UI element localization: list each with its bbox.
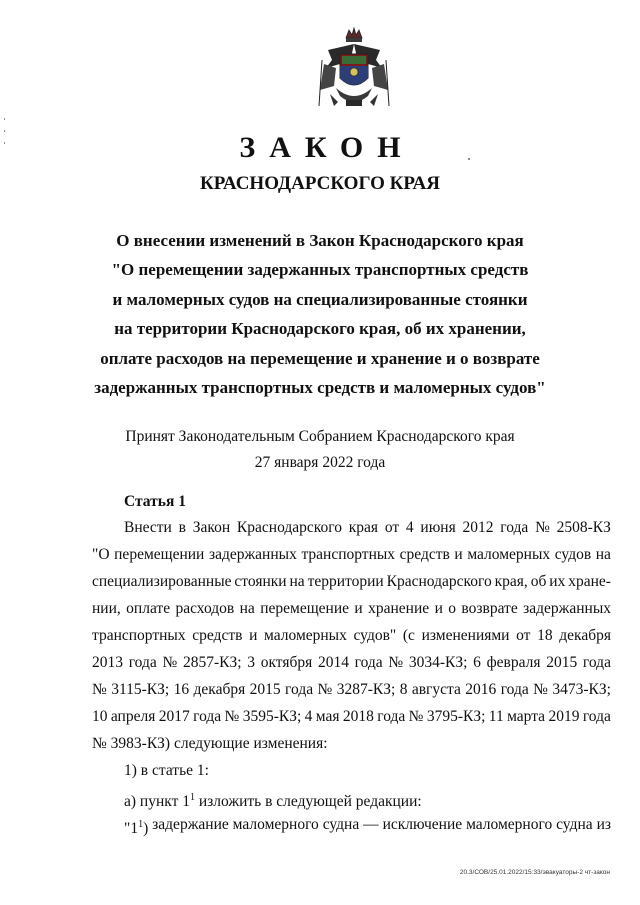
article-title: Статья 1 (124, 493, 186, 510)
article-body (92, 514, 611, 838)
word: 3 (247, 654, 255, 671)
word: 2508-КЗ (556, 519, 611, 536)
quote-line (92, 811, 611, 838)
article-line (92, 595, 611, 622)
word: нии, (92, 600, 121, 617)
word: края (348, 519, 379, 536)
word: Внести (124, 519, 172, 536)
word: Краснодарского (386, 573, 492, 590)
word: (с (402, 627, 415, 644)
word: маломерного (232, 816, 319, 833)
word: 2857-КЗ; (182, 654, 242, 671)
document-code: 20.3/СОВ/25.01.2022/15:33/эвакуаторы-2 чт-закон (459, 869, 610, 876)
word: апреля (110, 708, 156, 725)
word: года (500, 681, 529, 698)
word: 2014 (317, 654, 349, 671)
article-line (92, 703, 611, 730)
word: Краснодарского (236, 519, 342, 536)
word: 2016 (465, 681, 497, 698)
word: специализированные (92, 573, 232, 590)
word: 10 (92, 708, 108, 725)
word: 2015 (546, 654, 578, 671)
word: 3795-КЗ; (426, 708, 486, 725)
word: 18 (537, 627, 553, 644)
word: Закон (192, 519, 231, 536)
quote-superscript: 1 (138, 819, 144, 830)
article-line (92, 514, 611, 541)
word: оплате (126, 600, 171, 617)
adoption-date: 27 января 2022 года (254, 454, 386, 471)
word: задержанных (523, 600, 611, 617)
word: года (582, 708, 611, 725)
word: 2012 (462, 519, 494, 536)
word: декабря (559, 627, 611, 644)
article-line (92, 730, 611, 757)
word: из (596, 816, 611, 833)
word: перемещении (114, 546, 205, 563)
heading-line: задержанных транспортных средств и маломерных судов" (94, 378, 546, 398)
word: — (363, 816, 379, 833)
word: судов" (353, 627, 397, 644)
word: года (128, 654, 157, 671)
word: августа (411, 681, 461, 698)
word: № (224, 708, 240, 725)
word: стоянки (234, 573, 287, 590)
word: о (448, 600, 457, 617)
item-a-text: а) пункт 1 (124, 793, 190, 811)
word: на (239, 600, 255, 617)
word: перемещение (260, 600, 350, 617)
word: № (535, 519, 550, 536)
word: 8 (399, 681, 408, 698)
word: "О (92, 546, 110, 563)
word: 4 (405, 519, 414, 536)
word: марта (507, 708, 546, 725)
word: 2017 (158, 708, 190, 725)
word: возврате (461, 600, 518, 617)
word: от (516, 627, 531, 644)
word: октября (260, 654, 313, 671)
word: 3287-КЗ; (336, 681, 396, 698)
word: 2018 (342, 708, 374, 725)
adoption-note (0, 424, 640, 476)
article-line (92, 649, 611, 676)
word: на (289, 573, 305, 590)
word: 3115-КЗ; (111, 681, 170, 698)
word: об (530, 573, 547, 590)
word: 2019 (548, 708, 580, 725)
word: на (595, 546, 611, 563)
word: маломерных (467, 546, 551, 563)
word: № (162, 654, 178, 671)
word: в (178, 519, 186, 536)
item-a-superscript: 1 (189, 792, 195, 803)
item-1: 1) в статье 1: (124, 762, 209, 779)
word: средств (399, 546, 450, 563)
word: 3595-КЗ; (242, 708, 302, 725)
word: их (549, 573, 566, 590)
heading-line: на территории Краснодарского края, об их хранении, (114, 319, 526, 339)
item-a (92, 784, 611, 811)
word: № (317, 681, 333, 698)
word: № (533, 681, 548, 698)
word: хране- (568, 573, 611, 590)
quote-paren: ) (143, 820, 149, 838)
word: № (408, 708, 424, 725)
word: маломерного (466, 816, 553, 833)
word: № 3983-КЗ) следующие изменения: (92, 735, 328, 752)
word: 2013 (92, 654, 123, 671)
word: года (285, 681, 314, 698)
heading-line: оплате расходов на перемещение и хранение и о возврате (100, 348, 540, 368)
word: края, (494, 573, 528, 590)
quote-number: "1 (124, 820, 139, 838)
word: года (500, 519, 529, 536)
word: судна (322, 816, 360, 833)
word: задержание (152, 816, 229, 833)
word: декабря (193, 681, 246, 698)
word: средств (192, 627, 243, 644)
word: транспортных (92, 627, 186, 644)
coat-of-arms-icon (316, 24, 392, 112)
word: хранение (368, 600, 430, 617)
word: исключение (382, 816, 463, 833)
word: и (249, 627, 258, 644)
word: 16 (173, 681, 190, 698)
heading-line: и маломерных судов на специализированные стоянки (112, 289, 528, 309)
article-line (92, 568, 611, 595)
word: транспортных (301, 546, 396, 563)
word: и (454, 546, 463, 563)
word: 2015 (249, 681, 281, 698)
word: года (354, 654, 383, 671)
item-a-text-rest: изложить в следующей редакции: (194, 793, 422, 811)
article-line (92, 541, 611, 568)
word: года (582, 654, 611, 671)
word: года (193, 708, 222, 725)
word: расходов (175, 600, 235, 617)
law-title: ЗАКОН (239, 131, 415, 164)
word (124, 811, 148, 838)
article-line (92, 676, 611, 703)
heading-line: "О перемещении задержанных транспортных средств (111, 260, 529, 280)
word: и (434, 600, 443, 617)
word: 3473-КЗ; (552, 681, 611, 698)
word: изменениями (421, 627, 510, 644)
word: февраля (486, 654, 541, 671)
word: 4 (304, 708, 313, 725)
word: 6 (473, 654, 481, 671)
word: мая (315, 708, 340, 725)
word: маломерных (264, 627, 347, 644)
word: задержанных (208, 546, 297, 563)
law-subtitle: КРАСНОДАРСКОГО КРАЯ (199, 173, 441, 194)
word: года (377, 708, 406, 725)
adoption-body: Принят Законодательным Собранием Краснодарского края (125, 428, 515, 445)
word: № (388, 654, 404, 671)
word: судна (556, 816, 593, 833)
word: июня (420, 519, 456, 536)
heading-line: О внесении изменений в Закон Краснодарского края (116, 231, 524, 250)
word: и (354, 600, 363, 617)
article-line (92, 622, 611, 649)
word: территории (307, 573, 384, 590)
word: 3034-КЗ; (408, 654, 468, 671)
word: № (92, 681, 107, 698)
word: 11 (488, 708, 504, 725)
law-heading (0, 226, 640, 402)
word: судов (554, 546, 592, 563)
word: от (384, 519, 400, 536)
